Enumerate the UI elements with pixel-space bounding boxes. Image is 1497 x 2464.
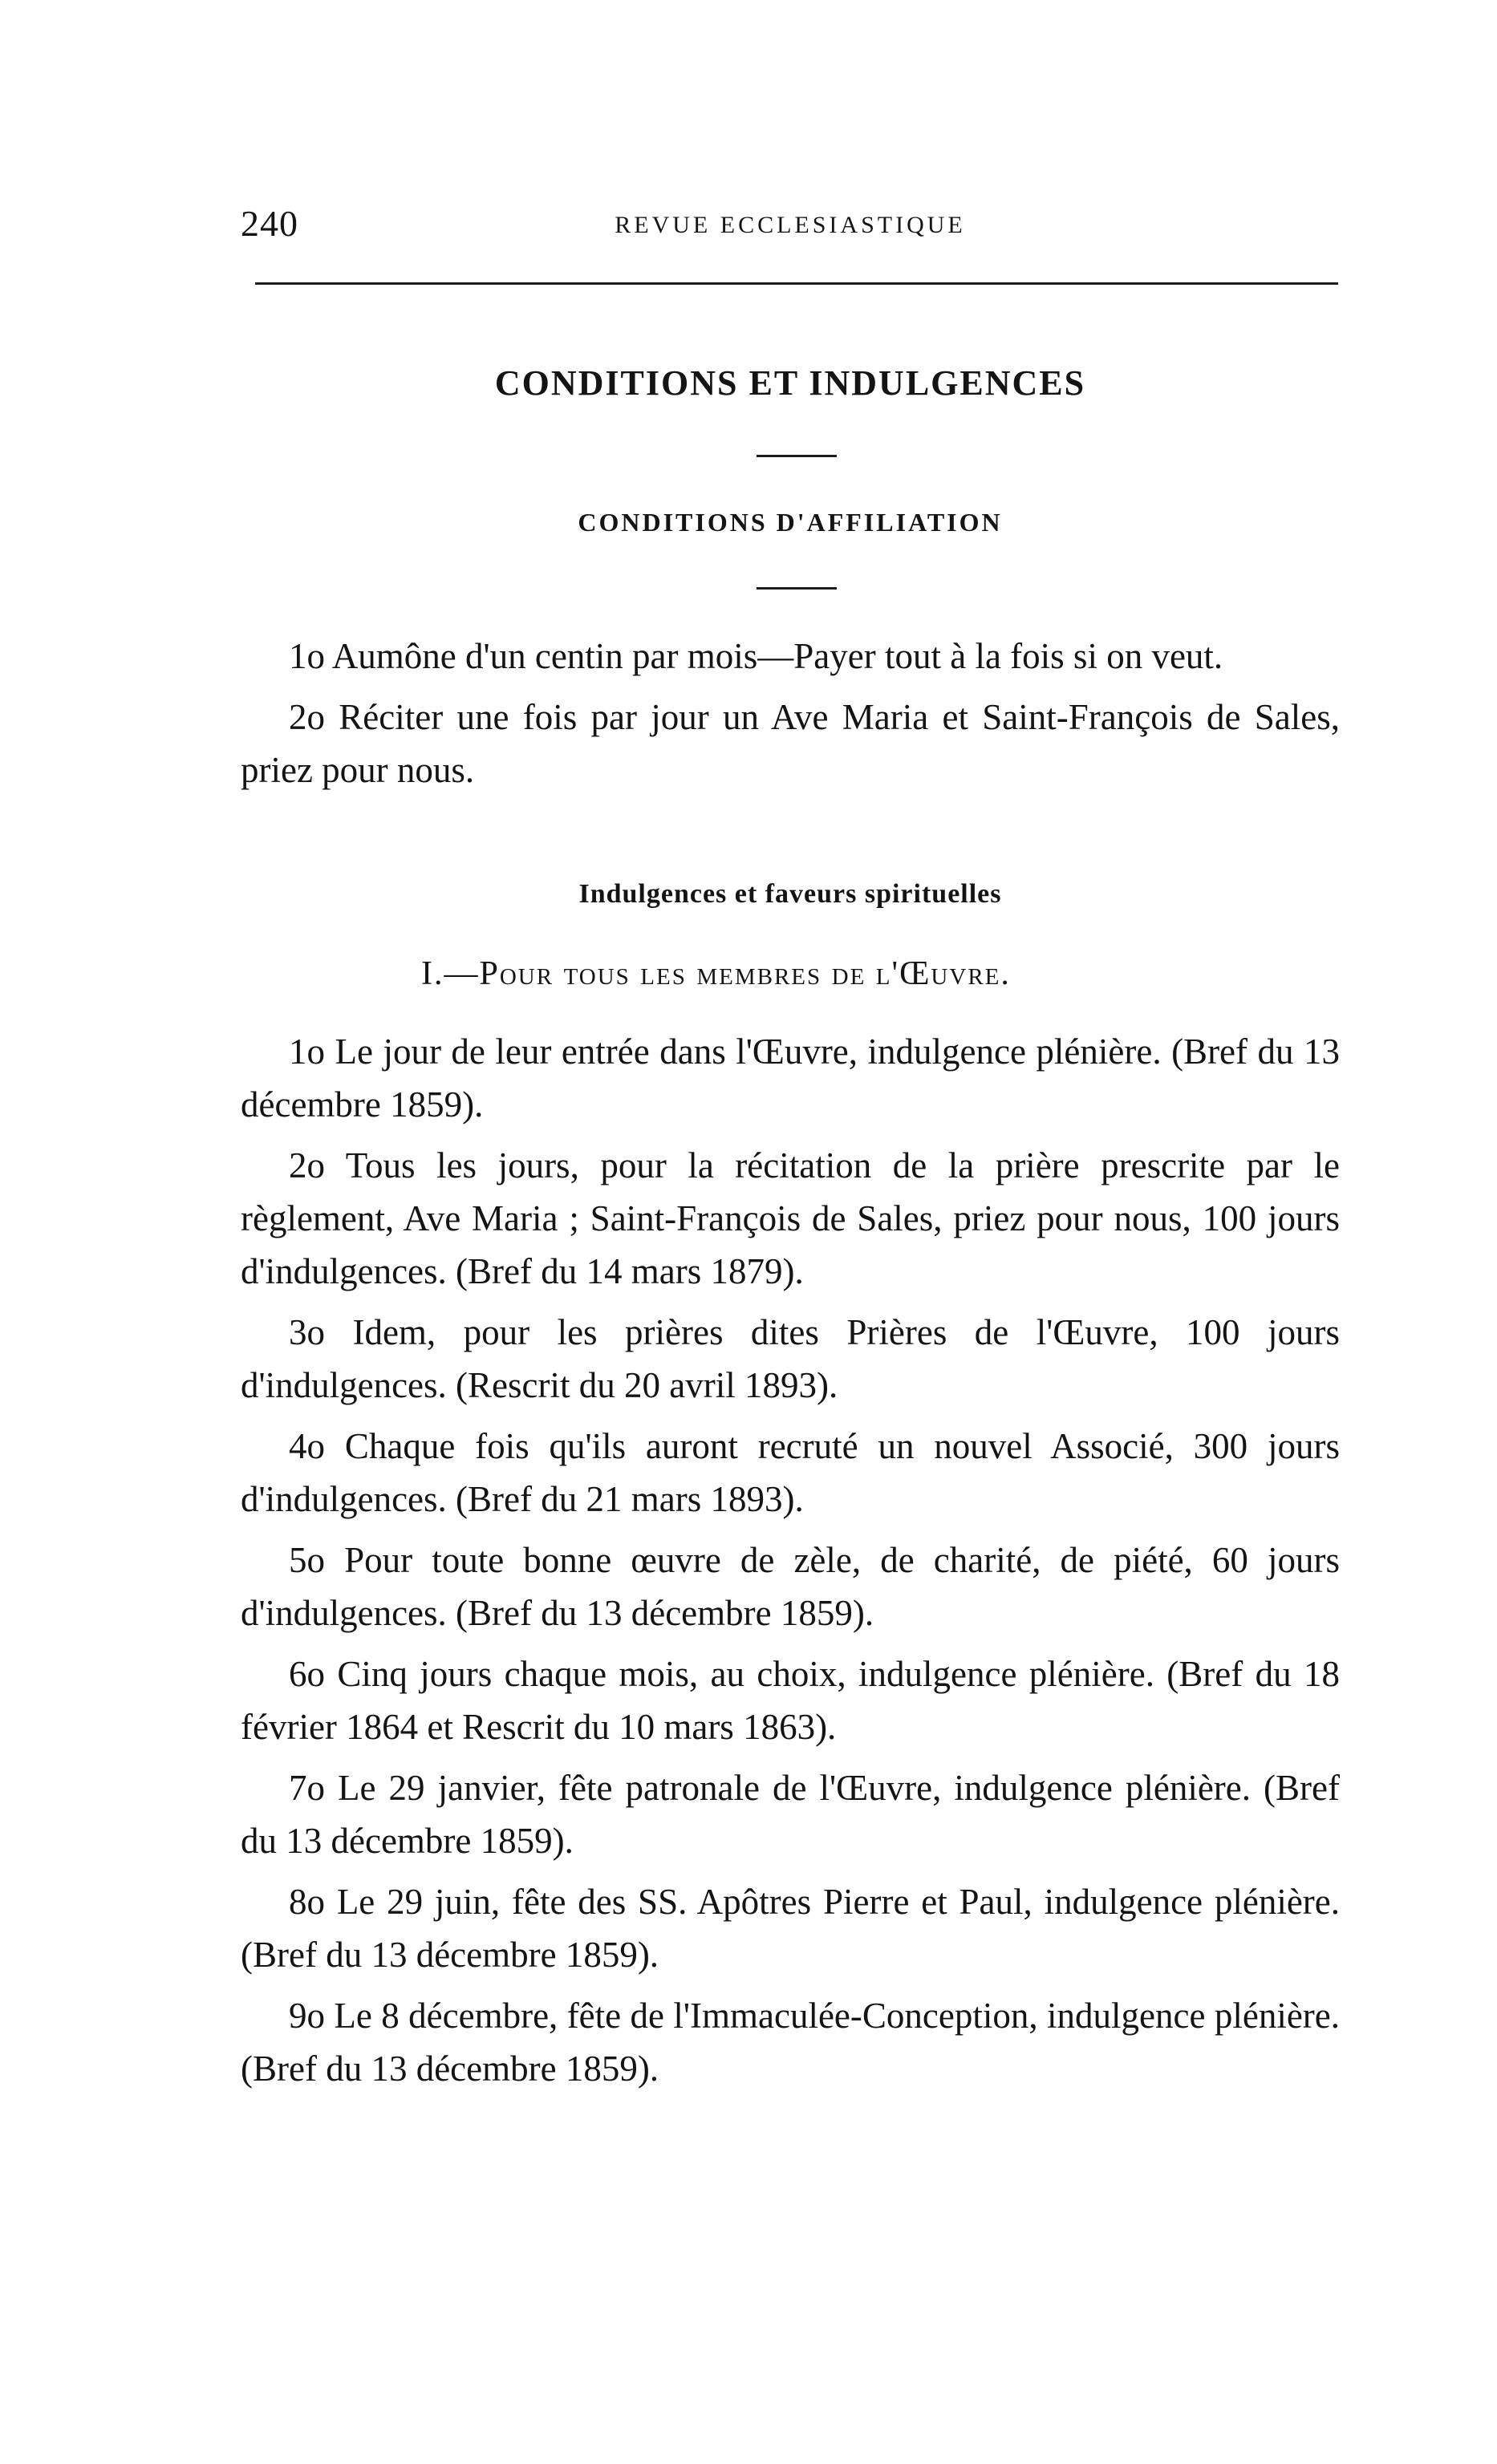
condition-item-1: 1o Aumône d'un centin par mois—Payer tout à la fois si on veut. <box>289 636 1223 676</box>
indulgence-item-4: 4o Chaque fois qu'ils auront recruté un nouvel Associé, 300 jours d'indulgences. (Bref du 21 mars 1893). <box>241 1426 1340 1519</box>
conditions-list <box>241 630 1340 804</box>
indulgence-item-7: 7o Le 29 janvier, fête patronale de l'Œuvre, indulgence plénière. (Bref du 13 décembre 1859). <box>241 1768 1340 1861</box>
indulgence-item-9: 9o Le 8 décembre, fête de l'Immaculée-Conception, indulgence plénière. (Bref du 13 décembre 1859). <box>241 1996 1340 2089</box>
indulgence-item-6: 6o Cinq jours chaque mois, au choix, indulgence plénière. (Bref du 18 février 1864 et Rescrit du 10 mars 1863). <box>241 1654 1340 1747</box>
indulgence-item-2: 2o Tous les jours, pour la récitation de la prière prescrite par le règlement, Ave Maria ; Saint-François de Sales, priez pour nous, 100 jours d'indulgences. (Bref du 14 mars 1879). <box>241 1145 1340 1291</box>
indulgences-list <box>241 1025 1340 2103</box>
indulgence-item-1: 1o Le jour de leur entrée dans l'Œuvre, indulgence plénière. (Bref du 13 décembre 1859). <box>241 1031 1340 1125</box>
section-title: CONDITIONS ET INDULGENCES <box>494 363 1086 403</box>
page-number: 240 <box>241 203 298 244</box>
running-title: REVUE ECCLESIASTIQUE <box>615 212 966 238</box>
header-divider <box>255 282 1338 285</box>
indulgence-item-5: 5o Pour toute bonne œuvre de zèle, de charité, de piété, 60 jours d'indulgences. (Bref du 13 décembre 1859). <box>241 1540 1340 1633</box>
indulgences-heading: Indulgences et faveurs spirituelles <box>578 879 1002 909</box>
page-header <box>241 202 1340 250</box>
indulgence-item-8: 8o Le 29 juin, fête des SS. Apôtres Pierre et Paul, indulgence plénière. (Bref du 13 décembre 1859). <box>241 1882 1340 1975</box>
title-divider <box>757 455 837 457</box>
section-subtitle: CONDITIONS D'AFFILIATION <box>578 508 1003 537</box>
members-group-heading: I.—Pour tous les membres de l'Œuvre. <box>421 955 1011 992</box>
condition-item-2: 2o Réciter une fois par jour un Ave Maria et Saint-François de Sales, priez pour nous. <box>241 697 1340 790</box>
indulgence-item-3: 3o Idem, pour les prières dites Prières de l'Œuvre, 100 jours d'indulgences. (Rescrit du 20 avril 1893). <box>241 1312 1340 1405</box>
subtitle-divider <box>757 587 837 590</box>
